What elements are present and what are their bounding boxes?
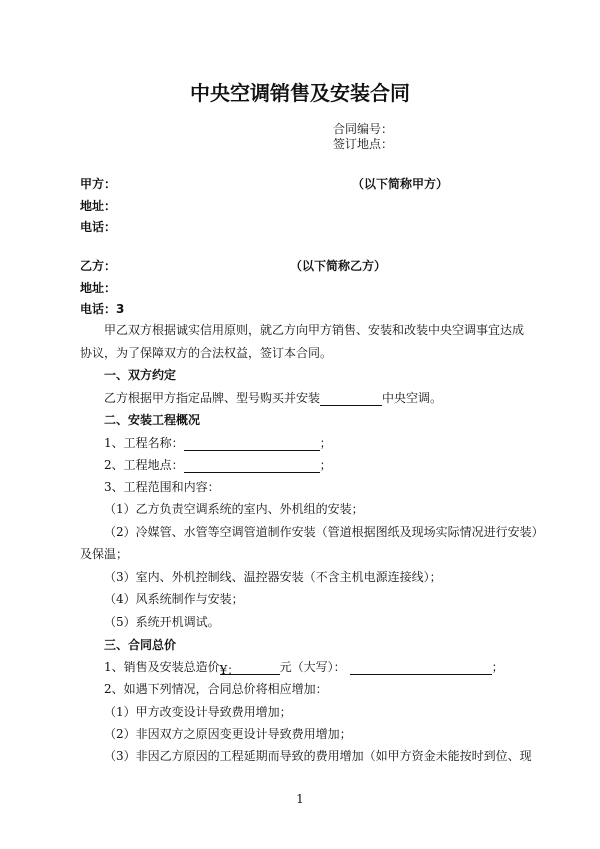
- scope-item-1: （1）乙方负责空调系统的室内、外机组的安装；: [104, 502, 364, 516]
- party-a-phone: 电话：: [80, 220, 117, 234]
- project-location-blank: [184, 459, 320, 473]
- section-1-text-a: 乙方根据甲方指定品牌、型号购买并安装: [104, 391, 321, 405]
- scope-item-5: （5）系统开机调试。: [104, 615, 220, 629]
- scope-item-4: （4）风系统制作与安装；: [104, 592, 244, 606]
- semicolon: ；: [319, 436, 332, 450]
- project-location-row: [104, 456, 332, 473]
- capital-amount-label: 元（大写）：: [279, 660, 346, 674]
- increase-item-2: （2）非因双方之原因变更设计导致费用增加；: [104, 727, 352, 741]
- project-name-row: [104, 434, 332, 451]
- section-2-heading: 二、安装工程概况: [104, 413, 201, 427]
- party-b-address: 地址：: [80, 281, 117, 295]
- increase-item-1: （1）甲方改变设计导致费用增加；: [104, 705, 292, 719]
- party-b-label: 乙方：: [80, 259, 117, 273]
- scope-item-3: （3）室内、外机控制线、温控器安装（不含主机电源连接线）；: [104, 570, 442, 584]
- page-title: 中央空调销售及安装合同: [190, 81, 410, 105]
- party-a-address: 地址：: [80, 199, 117, 213]
- scope-item-2-line-1: （2）冷媒管、水管等空调管道制作安装（管道根据图纸及现场实际情况进行安装）: [104, 525, 544, 539]
- party-b-phone: 电话：3: [80, 302, 125, 316]
- semicolon: ；: [491, 660, 504, 674]
- brand-blank: [320, 392, 382, 406]
- party-b-abbr: （以下简称乙方）: [290, 259, 387, 273]
- yen-sign: ¥：: [219, 663, 240, 677]
- section-1-heading: 一、双方约定: [104, 368, 177, 382]
- yen-amount-blank: [220, 661, 280, 675]
- project-name-blank: [184, 437, 320, 451]
- section-1-text: [104, 389, 442, 406]
- scope-item-2-line-2: 及保温；: [80, 547, 129, 561]
- sign-place-label: 签订地点：: [333, 137, 394, 151]
- party-a-abbr: （以下简称甲方）: [352, 177, 449, 191]
- intro-line-2: 协议，为了保障双方的合法权益，签订本合同。: [80, 346, 333, 360]
- contract-number-label: 合同编号：: [333, 122, 394, 136]
- intro-line-1: 甲乙双方根据诚实信用原则，就乙方向甲方销售、安装和改装中央空调事宜达成: [104, 323, 525, 337]
- scope-label: 3、工程范围和内容：: [104, 480, 220, 494]
- increase-item-3: （3）非因乙方原因的工程延期而导致的费用增加（如甲方资金未能按时到位、现: [104, 749, 532, 763]
- party-a-label: 甲方：: [80, 177, 117, 191]
- section-1-text-b: 中央空调。: [382, 391, 443, 405]
- project-location-label: 2、工程地点：: [104, 458, 184, 472]
- price-increase-label: 2、如遇下列情况，合同总价将相应增加：: [104, 682, 328, 696]
- total-price-row: [104, 658, 504, 675]
- total-price-label: 1、销售及安装总造价: [104, 660, 220, 674]
- section-3-heading: 三、合同总价: [104, 638, 177, 652]
- capital-amount-blank: [350, 661, 492, 675]
- semicolon: ；: [319, 458, 332, 472]
- page-number: 1: [296, 792, 304, 806]
- project-name-label: 1、工程名称：: [104, 436, 184, 450]
